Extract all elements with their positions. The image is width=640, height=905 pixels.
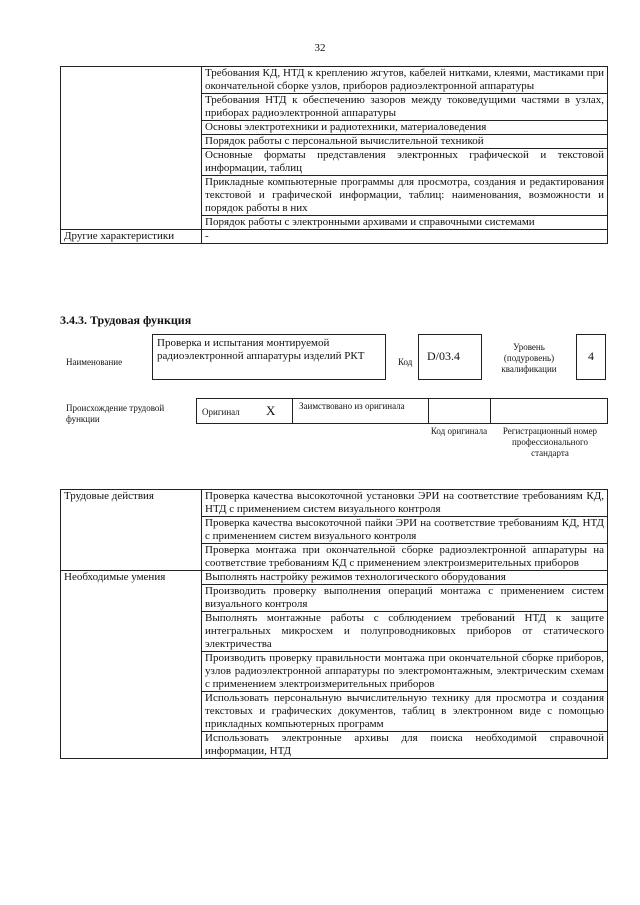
top-table-row: Требования НТД к обеспечению зазоров между токоведущими частями в узлах, приборах радиоэлектронной аппаратуры bbox=[202, 94, 608, 121]
skill-item: Производить проверку правильности монтажа при окончательной сборке приборов, узлов радиоэлектронной аппаратуры по электромонтажным, электрическим схемам с применением электроизмерительных приборов bbox=[202, 652, 608, 692]
action-item: Проверка качества высокоточной пайки ЭРИ на соответствие требованиям КД, НТД с применением систем визуального контроля bbox=[202, 517, 608, 544]
action-item: Проверка монтажа при окончательной сборке радиоэлектронной аппаратуры на соответствие требованиям КД с применением электроизмерительных приборов bbox=[202, 544, 608, 571]
original-mark: X bbox=[266, 403, 276, 418]
top-table-row: Основные форматы представления электронных графической и текстовой информации, таблиц bbox=[202, 149, 608, 176]
page-number: 32 bbox=[314, 42, 326, 54]
code-value: D/03.4 bbox=[418, 334, 482, 380]
actions-label: Трудовые действия bbox=[61, 490, 202, 571]
skills-label: Необходимые умения bbox=[61, 571, 202, 759]
top-table-empty-label bbox=[61, 67, 202, 230]
origin-divider bbox=[292, 398, 293, 424]
origin-label: Происхождение трудовой функции bbox=[66, 403, 165, 424]
top-table-row: Прикладные компьютерные программы для просмотра, создания и редактирования текстовой и графической информации, таблиц: наименования, возможности и порядок работы в них bbox=[202, 176, 608, 216]
orig-code-label: Код оригинала bbox=[430, 426, 488, 436]
name-label: Наименование bbox=[66, 357, 123, 367]
bottom-table bbox=[60, 489, 608, 759]
top-table-row: Требования КД, НТД к креплению жгутов, кабелей нитками, клеями, мастиками при окончательной сборке узлов, приборов радиоэлектронной аппаратуры bbox=[202, 67, 608, 94]
top-table-row: Порядок работы с персональной вычислительной техникой bbox=[202, 135, 608, 149]
skill-item: Выполнять настройку режимов технологического оборудования bbox=[202, 571, 608, 585]
skill-item: Выполнять монтажные работы с соблюдением требований НТД к защите интегральных микросхем и полупроводниковых приборов от статического электричества bbox=[202, 612, 608, 652]
other-characteristics-value: - bbox=[202, 230, 608, 244]
origin-divider bbox=[428, 398, 429, 424]
top-table-row: Порядок работы с электронными архивами и справочными системами bbox=[202, 216, 608, 230]
skill-item: Использовать персональную вычислительную технику для просмотра и создания текстовых и графических документов, таблиц в электронном виде с помощью прикладных компьютерных программ bbox=[202, 692, 608, 732]
top-table-row: Основы электротехники и радиотехники, материаловедения bbox=[202, 121, 608, 135]
top-table bbox=[60, 66, 608, 244]
original-label: Оригинал bbox=[202, 407, 240, 417]
other-characteristics-label: Другие характеристики bbox=[61, 230, 202, 244]
reg-number-label: Регистрационный номер профессионального стандарта bbox=[502, 426, 598, 458]
level-label: Уровень (подуровень) квалификации bbox=[501, 342, 557, 374]
action-item: Проверка качества высокоточной установки ЭРИ на соответствие требованиям КД, НТД с применением систем визуального контроля bbox=[202, 490, 608, 517]
function-name-value: Проверка и испытания монтируемой радиоэлектронной аппаратуры изделий РКТ bbox=[152, 334, 386, 380]
section-heading: 3.4.3. Трудовая функция bbox=[60, 313, 192, 327]
skill-item: Производить проверку выполнения операций монтажа с применением систем визуального контроля bbox=[202, 585, 608, 612]
borrowed-label: Заимствовано из оригинала bbox=[299, 401, 405, 411]
origin-divider bbox=[490, 398, 491, 424]
level-value: 4 bbox=[576, 334, 606, 380]
code-label: Код bbox=[398, 357, 413, 367]
skill-item: Использовать электронные архивы для поиска необходимой справочной информации, НТД bbox=[202, 732, 608, 759]
